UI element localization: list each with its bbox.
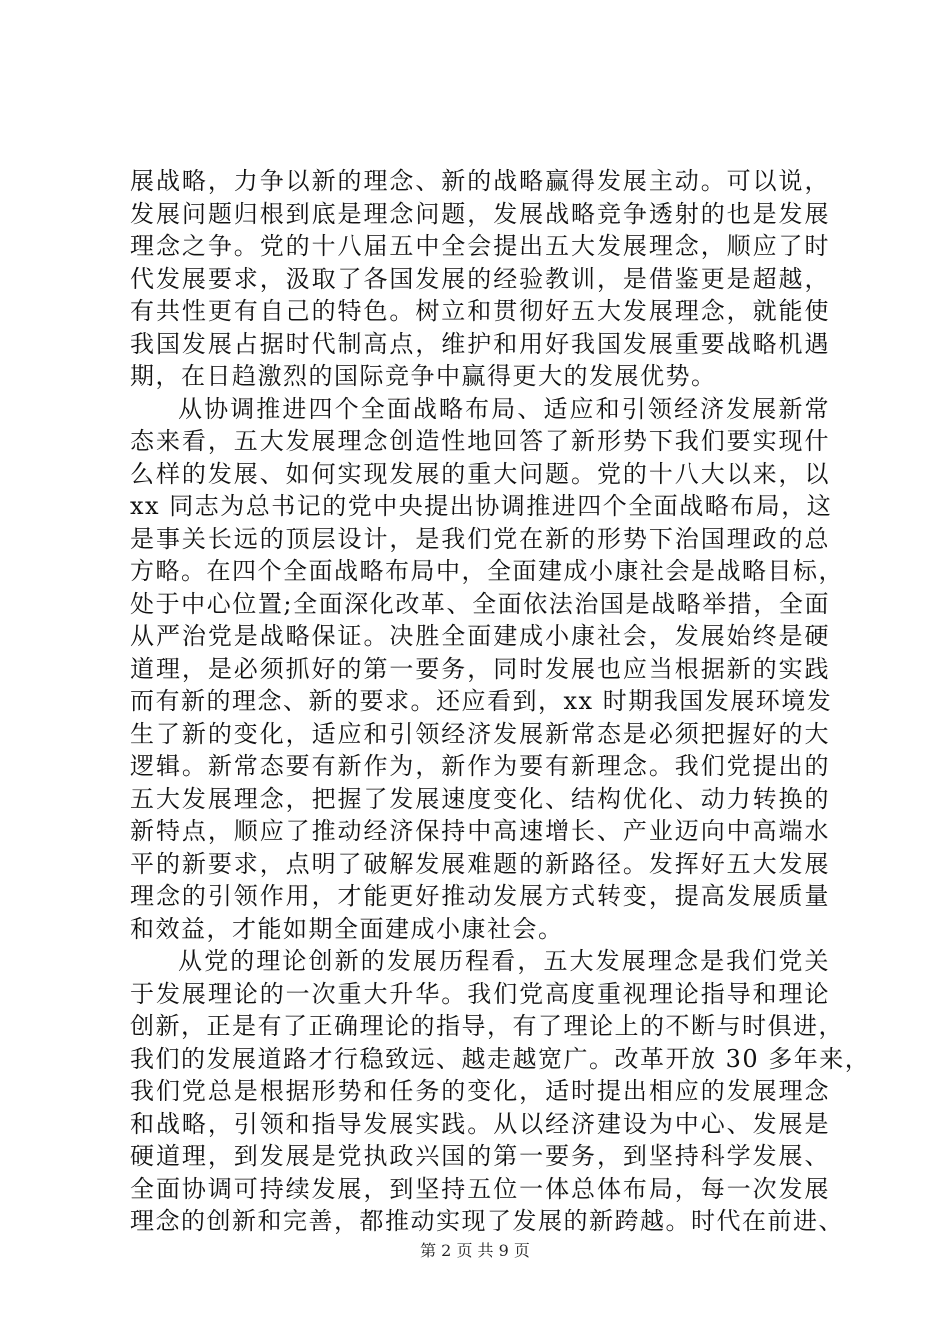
text-line: 态来看，五大发展理念创造性地回答了新形势下我们要实现什 (130, 427, 830, 455)
text-line: 于发展理论的一次重大升华。我们党高度重视理论指导和理论 (130, 979, 830, 1008)
page-number-footer: 第 2 页 共 9 页 (420, 1241, 530, 1260)
text-line: 平的新要求，点明了破解发展难题的新路径。发挥好五大发展 (130, 849, 830, 878)
text-line: 硬道理，到发展是党执政兴国的第一要务，到坚持科学发展、 (130, 1142, 830, 1170)
text-line: 从严治党是战略保证。决胜全面建成小康社会，发展始终是硬 (130, 622, 830, 650)
text-line: 创新，正是有了正确理论的指导，有了理论上的不断与时俱进， (130, 1012, 844, 1040)
text-line: 我们党总是根据形势和任务的变化，适时提出相应的发展理念 (130, 1077, 830, 1105)
text-line: 和战略，引领和指导发展实践。从以经济建设为中心、发展是 (130, 1109, 830, 1138)
text-line: 生了新的变化，适应和引领经济发展新常态是必须把握好的大 (130, 719, 830, 748)
text-line: 理念之争。党的十八届五中全会提出五大发展理念，顺应了时 (130, 232, 830, 260)
text-line: 理念的创新和完善，都推动实现了发展的新跨越。时代在前进、 (130, 1207, 844, 1235)
text-line: 是事关长远的顶层设计，是我们党在新的形势下治国理政的总 (130, 524, 830, 553)
text-line: 代发展要求，汲取了各国发展的经验教训，是借鉴更是超越， (130, 264, 830, 293)
text-line: 发展问题归根到底是理念问题，发展战略竞争透射的也是发展 (130, 199, 830, 228)
text-line: 我国发展占据时代制高点，维护和用好我国发展重要战略机遇 (130, 329, 830, 358)
text-line-paragraph-end: 期，在日趋激烈的国际竞争中赢得更大的发展优势。 (130, 362, 717, 390)
text-line: xx 同志为总书记的党中央提出协调推进四个全面战略布局，这 (130, 492, 833, 520)
text-line: 处于中心位置;全面深化改革、全面依法治国是战略举措，全面 (130, 589, 830, 618)
text-line-paragraph-start: 从党的理论创新的发展历程看，五大发展理念是我们党关 (178, 947, 830, 975)
document-body (130, 165, 871, 1238)
text-line: 道理，是必须抓好的第一要务，同时发展也应当根据新的实践 (130, 654, 830, 683)
text-line: 理念的引领作用，才能更好推动发展方式转变，提高发展质量 (130, 882, 830, 910)
text-line: 么样的发展、如何实现发展的重大问题。党的十八大以来，以 (130, 459, 830, 488)
text-line: 展战略，力争以新的理念、新的战略赢得发展主动。可以说， (130, 167, 830, 195)
text-line: 全面协调可持续发展，到坚持五位一体总体布局，每一次发展 (130, 1174, 830, 1203)
text-line: 逻辑。新常态要有新作为，新作为要有新理念。我们党提出的 (130, 752, 830, 780)
text-line: 方略。在四个全面战略布局中，全面建成小康社会是战略目标， (130, 557, 844, 585)
text-line-paragraph-start: 从协调推进四个全面战略布局、适应和引领经济发展新常 (178, 394, 830, 423)
text-line: 有共性更有自己的特色。树立和贯彻好五大发展理念，就能使 (130, 297, 830, 325)
text-line: 我们的发展道路才行稳致远、越走越宽广。改革开放 30 多年来， (130, 1044, 871, 1073)
text-line-paragraph-end: 和效益，才能如期全面建成小康社会。 (130, 914, 564, 943)
text-line: 新特点，顺应了推动经济保持中高速增长、产业迈向中高端水 (130, 817, 830, 845)
text-line: 五大发展理念，把握了发展速度变化、结构优化、动力转换的 (130, 784, 830, 813)
text-line: 而有新的理念、新的要求。还应看到，xx 时期我国发展环境发 (130, 687, 833, 715)
